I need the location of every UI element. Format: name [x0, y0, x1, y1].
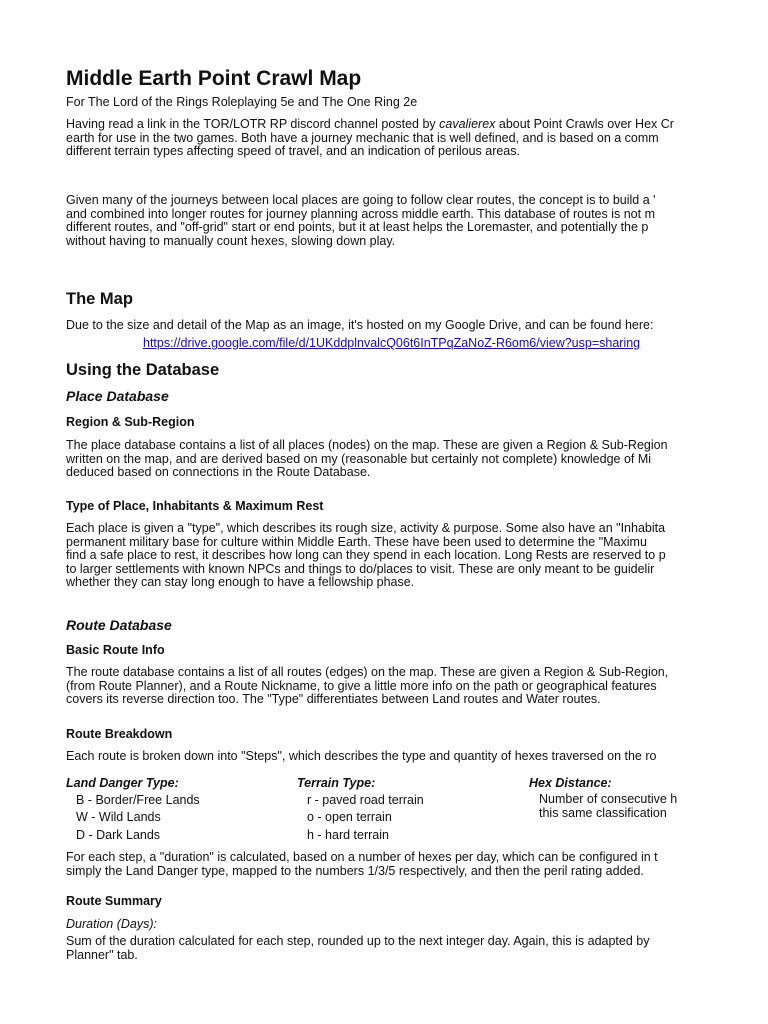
- duration-line-1: For each step, a "duration" is calculated, based on a number of hexes per day, which can be configured in t: [66, 850, 658, 864]
- summary-paragraph: [66, 934, 685, 962]
- hex-line-1: Number of consecutive h: [539, 792, 678, 806]
- breakdown-paragraph: Each route is broken down into "Steps", which describes the type and quantity of hexes traversed on the ro: [66, 749, 657, 763]
- heading-using-database: Using the Database: [66, 361, 220, 379]
- terrain-item-r: r - paved road terrain: [307, 793, 424, 807]
- heading-type-of-place: Type of Place, Inhabitants & Maximum Rest: [66, 499, 324, 513]
- type-line-1: Each place is given a "type", which describes its rough size, activity & purpose. Some also have an "Inhabita: [66, 521, 666, 535]
- terrain-item-h: h - hard terrain: [307, 828, 389, 842]
- page-subtitle: For The Lord of the Rings Roleplaying 5e and The One Ring 2e: [66, 95, 418, 109]
- region-line-3: deduced based on connections in the Route Database.: [66, 465, 371, 480]
- hex-distance-desc: [539, 793, 685, 820]
- basic-line-1: The route database contains a list of all routes (edges) on the map. These are given a Region & Sub-Region,: [66, 665, 669, 679]
- summary-line-2: Planner" tab.: [66, 947, 138, 962]
- concept-line-2: and combined into longer routes for journey planning across middle earth. This database of routes is not m: [66, 206, 655, 221]
- land-danger-item-b: B - Border/Free Lands: [76, 793, 200, 807]
- terrain-item-o: o - open terrain: [307, 810, 392, 824]
- intro-line-3: different terrain types affecting speed of travel, and an indication of perilous areas.: [66, 144, 520, 159]
- hex-distance-heading: Hex Distance:: [529, 776, 612, 790]
- concept-line-4: without having to manually count hexes, slowing down play.: [66, 233, 396, 248]
- duration-days-label: Duration (Days):: [66, 917, 157, 931]
- type-line-2: permanent military base for culture within Middle Earth. These have been used to determine the "Maximu: [66, 534, 647, 549]
- region-paragraph: [66, 439, 685, 480]
- map-paragraph: Due to the size and detail of the Map as an image, it's hosted on my Google Drive, and can be found here:: [66, 318, 654, 332]
- heading-place-database: Place Database: [66, 388, 169, 404]
- heading-the-map: The Map: [66, 290, 133, 308]
- heading-route-breakdown: Route Breakdown: [66, 727, 173, 741]
- concept-line-3: different routes, and "off-grid" start or end points, but it at least helps the Loremaster, and potentially the p: [66, 220, 649, 235]
- type-line-4: to larger settlements with known NPCs and things to do/places to visit. These are only meant to be guidelir: [66, 561, 655, 576]
- basic-line-2: (from Route Planner), and a Route Nickname, to give a little more info on the path or geographical features: [66, 678, 657, 693]
- intro-line-2: earth for use in the two games. Both have a journey mechanic that is well defined, and is based on a comm: [66, 130, 659, 145]
- land-danger-heading: Land Danger Type:: [66, 776, 179, 790]
- type-line-3: find a safe place to rest, it describes how long can they spend in each location. Long Rests are reserved to p: [66, 548, 666, 563]
- basic-line-3: covers its reverse direction too. The "Type" differentiates between Land routes and Water routes.: [66, 692, 601, 707]
- duration-paragraph: [66, 851, 685, 878]
- type-line-5: whether they can stay long enough to have a fellowship phase.: [66, 575, 415, 590]
- heading-route-database: Route Database: [66, 617, 172, 633]
- terrain-type-heading: Terrain Type:: [297, 776, 376, 790]
- heading-route-summary: Route Summary: [66, 894, 162, 908]
- land-danger-item-w: W - Wild Lands: [76, 810, 161, 824]
- basic-route-paragraph: [66, 666, 685, 707]
- summary-line-1: Sum of the duration calculated for each step, rounded up to the next integer day. Again, this is adapted by: [66, 934, 650, 948]
- heading-region-subregion: Region & Sub-Region: [66, 415, 195, 429]
- duration-line-2: simply the Land Danger type, mapped to the numbers 1/3/5 respectively, and then the peril rating added.: [66, 863, 644, 878]
- intro-line-1: Having read a link in the TOR/LOTR RP discord channel posted by cavalierex about Point Crawls over Hex Cr: [66, 117, 674, 131]
- page-title: Middle Earth Point Crawl Map: [66, 67, 362, 90]
- region-line-2: written on the map, and are derived based on my (reasonable but certainly not complete) knowledge of Mi: [66, 451, 652, 466]
- type-paragraph: [66, 522, 685, 590]
- concept-paragraph: [66, 194, 685, 248]
- hex-line-2: this same classification: [539, 805, 667, 820]
- region-line-1: The place database contains a list of all places (nodes) on the map. These are given a Region & Sub-Region: [66, 438, 668, 452]
- concept-line-1: Given many of the journeys between local places are going to follow clear routes, the concept is to build a ': [66, 193, 656, 207]
- land-danger-item-d: D - Dark Lands: [76, 828, 161, 842]
- map-link[interactable]: https://drive.google.com/file/d/1UKddplnvalcQ06t6InTPqZaNoZ-R6om6/view?usp=sharing: [143, 336, 641, 350]
- intro-paragraph: [66, 118, 685, 159]
- heading-basic-route-info: Basic Route Info: [66, 643, 165, 657]
